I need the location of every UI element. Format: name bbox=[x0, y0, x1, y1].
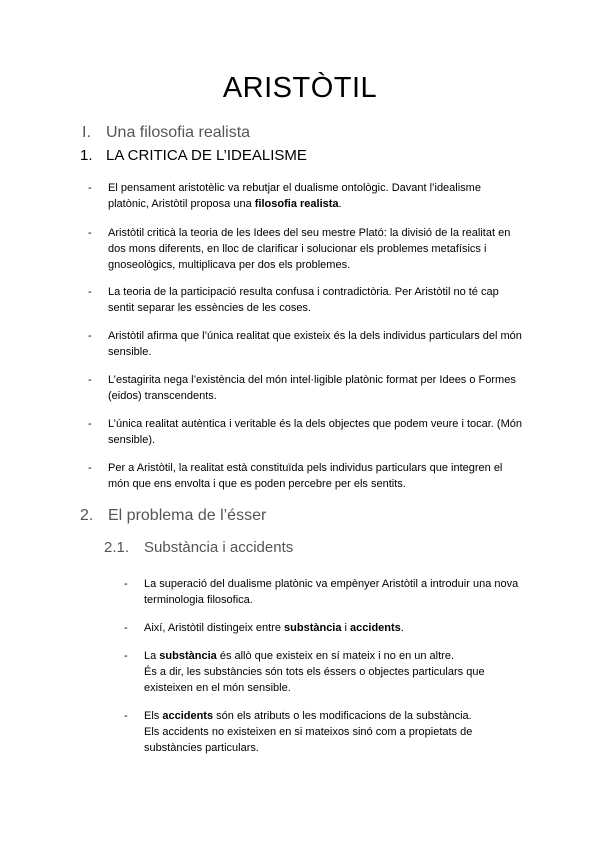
section-heading-1 bbox=[82, 124, 482, 144]
bold-term: filosofia realista bbox=[254, 198, 339, 210]
text-line bbox=[144, 740, 564, 756]
text-run: La superació del dualisme platònic va empènyer Aristòtil a introduir una nova bbox=[144, 578, 519, 590]
text-line bbox=[108, 328, 528, 344]
text-line bbox=[144, 680, 564, 696]
section-title: Una filosofia realista bbox=[106, 124, 251, 141]
text-run: i bbox=[341, 622, 351, 634]
text-line bbox=[144, 708, 564, 724]
text-line bbox=[144, 592, 564, 608]
bullet-dash: - bbox=[124, 710, 128, 722]
text-line bbox=[144, 724, 564, 740]
bullet-dash: - bbox=[88, 182, 92, 194]
text-run: . bbox=[338, 198, 342, 210]
subsection-number: 1. bbox=[80, 147, 93, 164]
list-item-text bbox=[108, 225, 528, 273]
page-title: ARISTÒTIL bbox=[222, 72, 378, 104]
bullet-dash: - bbox=[88, 374, 92, 386]
list-item-text bbox=[144, 708, 564, 756]
section-title: El problema de l’ésser bbox=[108, 507, 267, 524]
text-run: Els bbox=[144, 710, 163, 722]
list-item-text bbox=[108, 372, 528, 404]
section-heading-2 bbox=[80, 507, 480, 527]
text-run: sentit separar les essències de les coses. bbox=[108, 302, 311, 314]
text-run: dos mons diferents, en lloc de clarificar i solucionar els problemes metafísics i bbox=[108, 243, 487, 255]
text-run: El pensament aristotèlic va rebutjar el dualisme ontològic. Davant l’idealisme bbox=[108, 182, 481, 194]
text-line bbox=[108, 416, 528, 432]
text-run: És a dir, les substàncies són tots els éssers o objectes particulars que bbox=[144, 666, 485, 678]
list-item-text bbox=[144, 620, 564, 636]
text-run: L’única realitat autèntica i veritable és la dels objectes que podem veure i tocar. (Món bbox=[108, 418, 522, 430]
text-line bbox=[108, 225, 528, 241]
list-item-text bbox=[144, 576, 564, 608]
text-run: platònic, Aristòtil proposa una bbox=[108, 198, 255, 210]
text-run: Així, Aristòtil distingeix entre bbox=[144, 622, 285, 634]
bullet-dash: - bbox=[88, 286, 92, 298]
text-run: . bbox=[400, 622, 404, 634]
text-line bbox=[108, 284, 528, 300]
subsection-heading-1 bbox=[80, 147, 480, 167]
text-run: Aristòtil criticà la teoria de les Idees del seu mestre Plató: la divisió de la realitat en bbox=[108, 227, 511, 239]
bullet-dash: - bbox=[124, 650, 128, 662]
text-run: és allò que existeix en sí mateix i no en un altre. bbox=[216, 650, 455, 662]
text-run: món que ens envolta i que es poden percebre per els sentits. bbox=[108, 478, 406, 490]
text-run: La teoria de la participació resulta confusa i contradictòria. Per Aristòtil no té cap bbox=[108, 286, 499, 298]
text-line bbox=[108, 432, 528, 448]
text-line bbox=[108, 388, 528, 404]
list-item-text bbox=[108, 460, 528, 492]
bullet-dash: - bbox=[88, 462, 92, 474]
bullet-dash: - bbox=[124, 622, 128, 634]
text-run: (eidos) transcendents. bbox=[108, 390, 217, 402]
text-run: terminologia filosofica. bbox=[144, 594, 253, 606]
bullet-dash: - bbox=[88, 227, 92, 239]
text-line bbox=[144, 648, 564, 664]
bullet-dash: - bbox=[88, 418, 92, 430]
bullet-dash: - bbox=[88, 330, 92, 342]
text-line bbox=[108, 196, 528, 212]
text-run: L’estagirita nega l’existència del món intel·ligible platònic format per Idees o Formes bbox=[108, 374, 516, 386]
text-run: Els accidents no existeixen en si mateixos sinó com a propietats de bbox=[144, 726, 473, 738]
section-number: I. bbox=[82, 124, 91, 141]
subsection-title: LA CRITICA DE L’IDEALISME bbox=[106, 147, 307, 164]
subsection-heading-2-1 bbox=[104, 539, 504, 559]
text-run: La bbox=[144, 650, 160, 662]
list-item-text bbox=[108, 284, 528, 316]
text-run: sensible). bbox=[108, 434, 156, 446]
subsection-number: 2.1. bbox=[104, 539, 130, 556]
bold-term: accidents bbox=[162, 710, 214, 722]
list-item-text bbox=[108, 416, 528, 448]
text-line bbox=[144, 576, 564, 592]
text-line bbox=[144, 620, 564, 636]
text-run: sensible. bbox=[108, 346, 152, 358]
text-run: Aristòtil afirma que l’única realitat que existeix és la dels individus particulars del món bbox=[108, 330, 522, 342]
text-line bbox=[108, 344, 528, 360]
text-line bbox=[108, 257, 528, 273]
list-item-text bbox=[108, 328, 528, 360]
text-run: són els atributs o les modificacions de la substància. bbox=[213, 710, 472, 722]
bold-term: substància bbox=[284, 622, 342, 634]
section-number: 2. bbox=[80, 507, 94, 524]
text-run: existeixen en el món sensible. bbox=[144, 682, 291, 694]
list-item-text bbox=[144, 648, 564, 696]
text-line bbox=[108, 460, 528, 476]
text-line bbox=[144, 664, 564, 680]
text-line bbox=[108, 476, 528, 492]
text-line bbox=[108, 180, 528, 196]
text-line bbox=[108, 372, 528, 388]
text-line bbox=[108, 241, 528, 257]
text-run: Per a Aristòtil, la realitat està constituïda pels individus particulars que integren el bbox=[108, 462, 503, 474]
subsection-title: Substància i accidents bbox=[144, 539, 294, 556]
text-line bbox=[108, 300, 528, 316]
bullet-dash: - bbox=[124, 578, 128, 590]
list-item-text bbox=[108, 180, 528, 212]
text-run: gnoseològics, multiplicava per dos els problemes. bbox=[108, 259, 351, 271]
bold-term: accidents bbox=[350, 622, 401, 634]
text-run: substàncies particulars. bbox=[144, 742, 259, 754]
bold-term: substància bbox=[159, 650, 217, 662]
